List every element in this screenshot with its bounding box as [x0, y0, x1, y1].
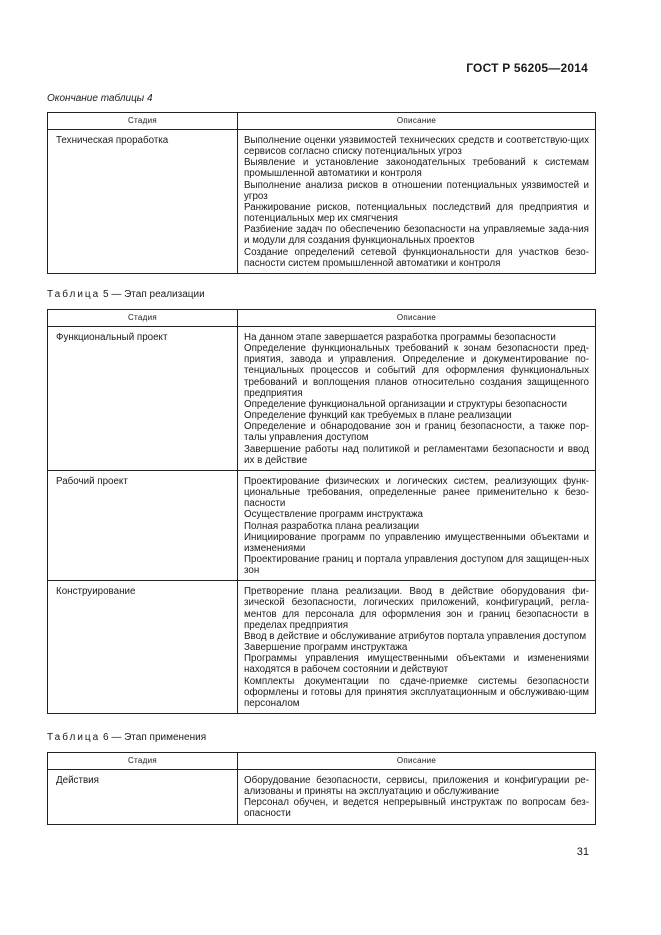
column-header-description: Описание [238, 753, 596, 770]
description-line: Осуществление программ инструктажа [244, 509, 423, 521]
description-line: Инициирование программ по управлению имущественными объектами и изменениями [244, 531, 589, 554]
table-row [48, 327, 596, 471]
description-cell [238, 130, 596, 274]
table5-caption-title: 5 — Этап реализации [100, 289, 205, 300]
description-line: Определение и обнародование зон и границ безопасности, а также пор-талы управления доступом [244, 421, 589, 444]
description-line: Выполнение анализа рисков в отношении потенциальных уязвимостей и угроз [244, 179, 589, 202]
column-header-stage: Стадия [48, 310, 238, 327]
description-line: Завершение программ инструктажа [244, 642, 408, 654]
description-line: Претворение плана реализации. Ввод в действие оборудования фи-зической безопасности, логических приложений, конфигураций, регла-ментов для персонала для оформления зон и границ безопасности в пределах предприятия [244, 586, 589, 631]
table-row [48, 770, 596, 825]
document-id: ГОСТ Р 56205—2014 [466, 61, 588, 75]
description-line: Определение функциональной организации и структуры безопасности [244, 398, 568, 410]
stage-cell: Рабочий проект [48, 470, 238, 580]
stage-cell: Действия [48, 770, 238, 825]
description-line: Разбиение задач по обеспечению безопасности на управляемые зада-ния и модули для создания функциональных проектов [244, 224, 589, 247]
column-header-description: Описание [238, 310, 596, 327]
page-number: 31 [576, 846, 589, 858]
description-line: Комплекты документации по сдаче-приемке системы безопасности оформлены и готовы для принятия эксплуатационным и обслуживаю-щим персоналом [244, 675, 589, 709]
description-line: Персонал обучен, и ведется непрерывный инструктаж по вопросам без-опасности [244, 797, 589, 820]
table4-caption: Окончание таблицы 4 [47, 93, 153, 104]
table6-caption-title: 6 — Этап применения [100, 732, 207, 743]
description-line: На данном этапе завершается разработка программы безопасности [244, 332, 556, 343]
column-header-stage: Стадия [48, 753, 238, 770]
column-header-stage: Стадия [48, 113, 238, 130]
description-line: Создание определений сетевой функциональности для участков безо-пасности систем промышленной автоматики и контроля [244, 246, 589, 269]
description-cell [238, 581, 596, 714]
table6-caption [47, 732, 206, 743]
description-line: Определение функций как требуемых в плане реализации [244, 410, 512, 422]
table6 [47, 752, 596, 825]
table6-caption-label: Таблица [47, 732, 101, 743]
description-line: Программы управления имущественными объектами и изменениями находятся в рабочем состоянии и действуют [244, 653, 589, 676]
description-cell [238, 470, 596, 580]
description-cell [238, 770, 596, 825]
description-line: Завершение работы над политикой и регламентами безопасности и ввод их в действие [244, 443, 589, 466]
description-line: Проектирование физических и логических систем, реализующих функ-циональные требования, определенные ранее применительно к безо-пасности [244, 475, 589, 510]
stage-cell: Функциональный проект [48, 327, 238, 471]
description-cell [238, 327, 596, 471]
stage-cell: Техническая проработка [48, 130, 238, 274]
column-header-description: Описание [238, 113, 596, 130]
description-line: Проектирование границ и портала управления доступом для защищен-ных зон [244, 553, 589, 577]
description-line: Выполнение оценки уязвимостей технических средств и соответствую-щих сервисов согласно списку потенциальных угроз [244, 135, 589, 158]
description-line: Полная разработка плана реализации [244, 520, 420, 532]
table5-caption [47, 289, 205, 300]
table5-caption-label: Таблица [47, 289, 101, 300]
description-line: Определение функциональных требований к зонам безопасности пред-приятия, завода и управления. Определение и документирование по-тенциальных процессов и событий для оформления функциональных требований и воплощения планов относительно создания защищенного предприятия [244, 343, 589, 399]
stage-cell: Конструирование [48, 581, 238, 714]
description-line: Ввод в действие и обслуживание атрибутов портала управления доступом [244, 630, 587, 642]
table4 [47, 112, 596, 274]
description-line: Выявление и установление законодательных требований к системам промышленной автоматики и контроля [244, 157, 589, 180]
table5 [47, 309, 596, 714]
description-line: Оборудование безопасности, сервисы, приложения и конфигурации ре-ализованы и приняты на эксплуатацию и обслуживание [244, 775, 589, 798]
table-row [48, 581, 596, 714]
table-row [48, 470, 596, 580]
description-line: Ранжирование рисков, потенциальных последствий для предприятия и потенциальных мер их смягчения [244, 201, 589, 225]
table-row [48, 130, 596, 274]
